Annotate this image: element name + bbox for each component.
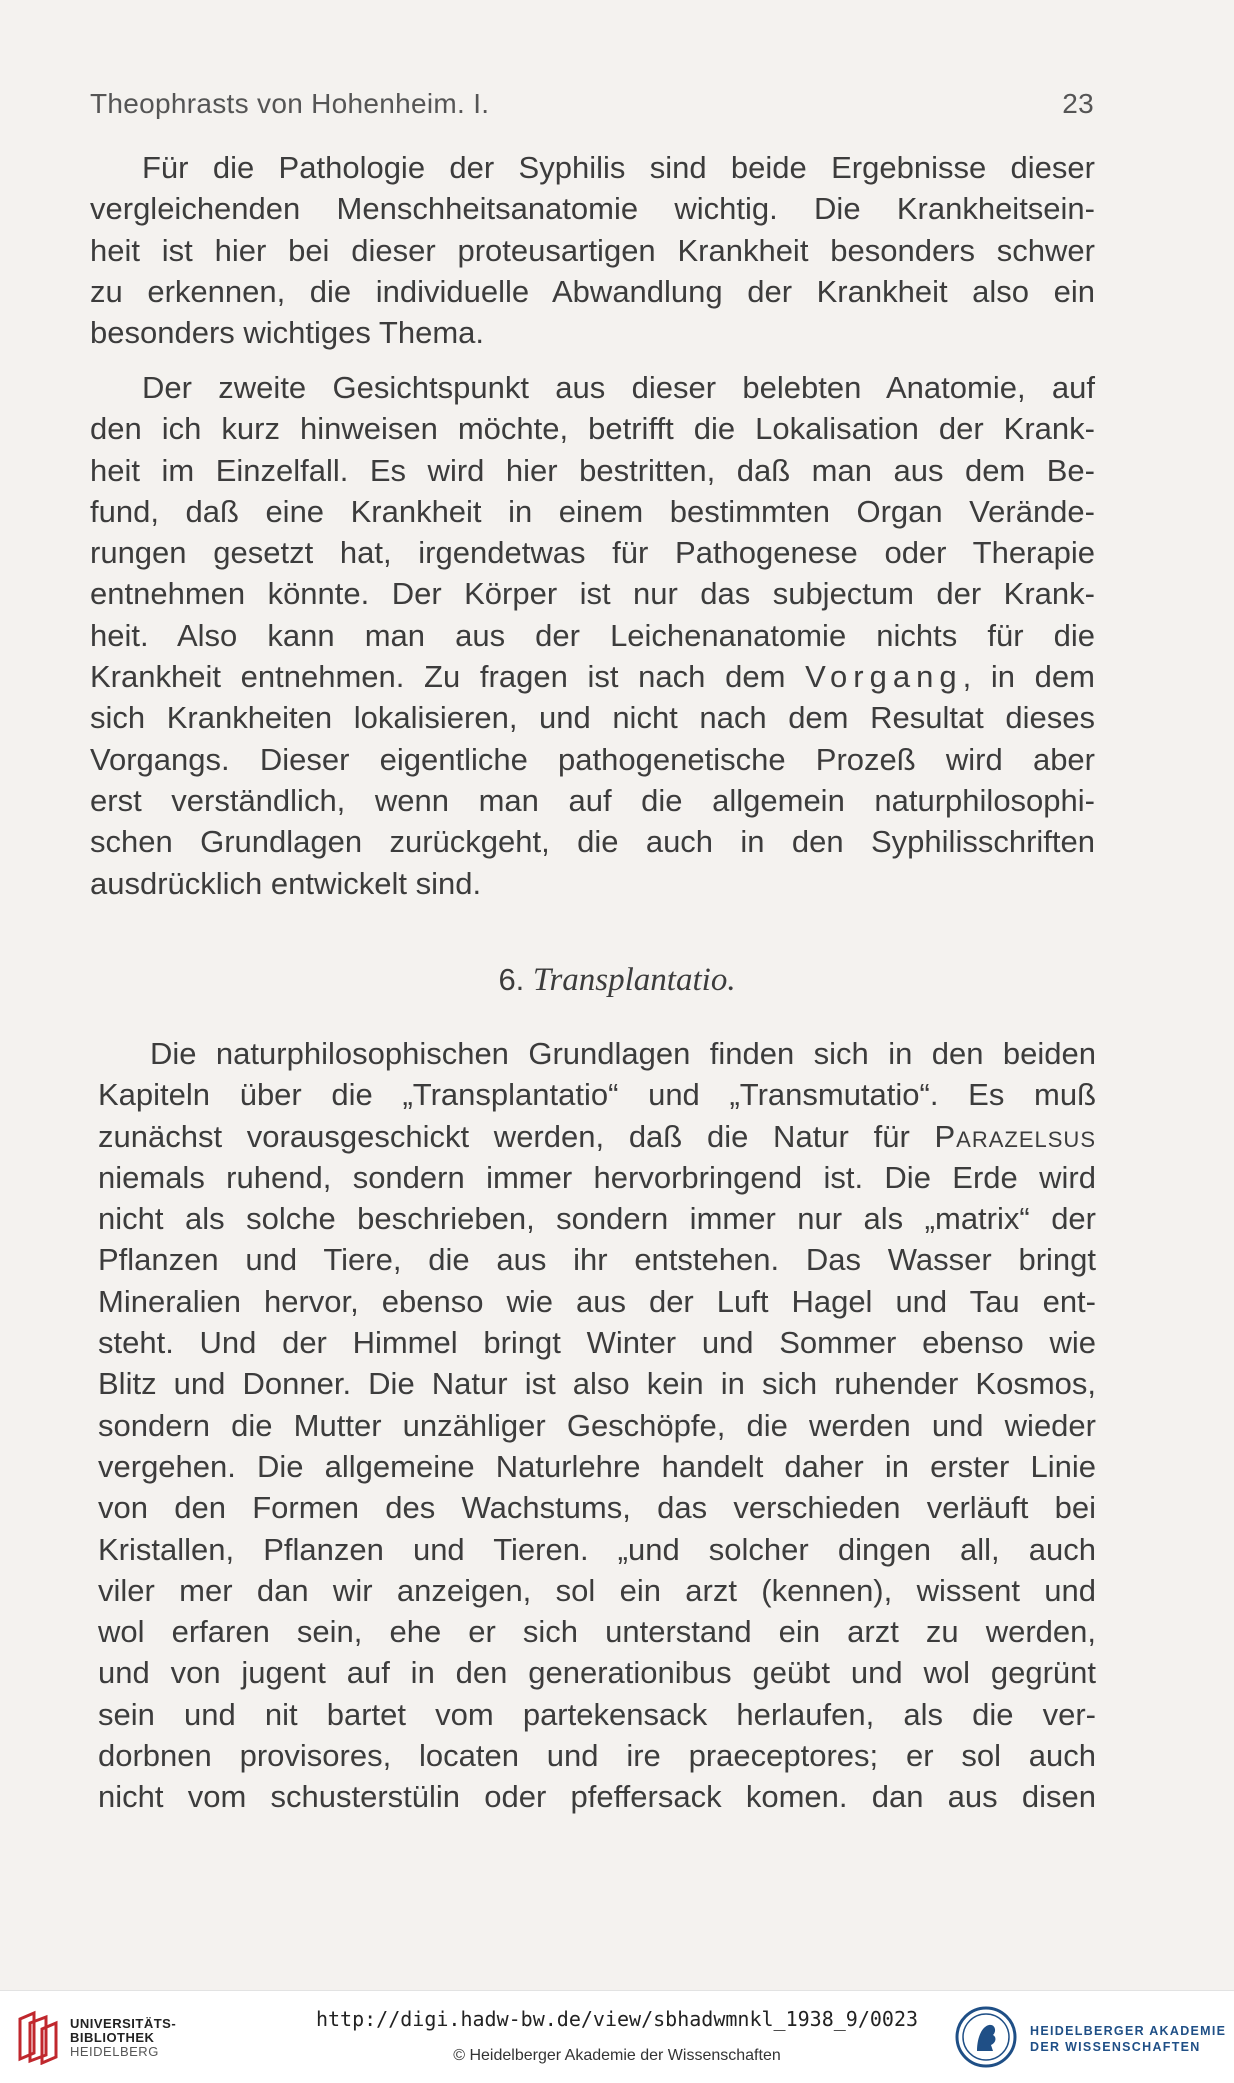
page-number: 23 <box>1062 88 1094 119</box>
text-line: schen Grundlagen zurückgeht, die auch in den Syphilisschriften <box>90 824 1095 860</box>
text-line: sondern die Mutter unzähliger Geschöpfe, die werden und wieder <box>98 1407 1096 1443</box>
text-line: entnehmen könnte. Der Körper ist nur das subjectum der Krank- <box>90 576 1095 612</box>
text-line: niemals ruhend, sondern immer hervorbringend ist. Die Erde wird <box>98 1159 1096 1195</box>
text-line: wol erfaren sein, ehe er sich unterstand ein arzt zu werden, <box>98 1614 1096 1650</box>
text-line: heit ist hier bei dieser proteusartigen Krankheit besonders schwer <box>90 232 1095 268</box>
author-name: Parazelsus <box>934 1118 1096 1154</box>
text-line: Der zweite Gesichtspunkt aus dieser belebten Anatomie, auf <box>142 370 1095 405</box>
text-line: erst verständlich, wenn man auf die allgemein naturphilosophi- <box>90 782 1095 818</box>
text-line: vergleichenden Menschheitsanatomie wichtig. Die Krankheitsein- <box>90 191 1095 227</box>
text-line: nicht als solche beschrieben, sondern immer nur als „matrix“ der <box>98 1201 1096 1237</box>
text-line: heit im Einzelfall. Es wird hier bestritten, daß man aus dem Be- <box>90 452 1095 488</box>
text-line: fund, daß eine Krankheit in einem bestimmten Organ Verände- <box>90 493 1095 529</box>
text-line: sein und nit bartet vom partekensack herlaufen, als die ver- <box>98 1696 1096 1732</box>
text-line: ausdrücklich entwickelt sind. <box>90 865 482 901</box>
text-line: Pflanzen und Tiere, die aus ihr entstehen. Das Wasser bringt <box>98 1242 1096 1278</box>
text-run: , in dem <box>962 659 1095 695</box>
text-line: sich Krankheiten lokalisieren, und nicht nach dem Resultat dieses <box>90 700 1095 736</box>
text-run: zunächst vorausgeschickt werden, daß die Natur für <box>98 1118 935 1154</box>
text-line: dorbnen provisores, locaten und ire praeceptores; er sol auch <box>98 1738 1096 1774</box>
section-number: 6. <box>498 962 525 997</box>
academy-line: HEIDELBERGER AKADEMIE <box>1030 2024 1227 2038</box>
section-heading <box>0 962 1234 999</box>
library-line: BIBLIOTHEK <box>70 2030 155 2045</box>
spaced-emphasis: Vorgang <box>805 659 963 695</box>
text-line: besonders wichtiges Thema. <box>90 315 485 351</box>
copyright-notice: © Heidelberger Akademie der Wissenschaften <box>453 2047 781 2064</box>
paragraph-syphilis-pathology <box>90 147 1095 353</box>
text-line: Mineralien hervor, ebenso wie aus der Luft Hagel und Tau ent- <box>98 1283 1096 1319</box>
text-line: Die naturphilosophischen Grundlagen finden sich in den beiden <box>150 1036 1096 1071</box>
text-line <box>98 1116 1096 1157</box>
text-line: Blitz und Donner. Die Natur ist also kein in sich ruhender Kosmos, <box>98 1366 1096 1402</box>
text-line: rungen gesetzt hat, irgendetwas für Pathogenese oder Therapie <box>90 535 1095 571</box>
text-line: zu erkennen, die individuelle Abwandlung der Krankheit also ein <box>90 273 1095 309</box>
text-line: nicht vom schusterstülin oder pfeffersack komen. dan aus disen <box>98 1779 1096 1815</box>
text-line: Für die Pathologie der Syphilis sind beide Ergebnisse dieser <box>142 150 1095 185</box>
library-line: UNIVERSITÄTS- <box>70 2016 177 2031</box>
academy-name <box>1030 2023 1226 2055</box>
paragraph-localisation <box>90 367 1095 904</box>
text-line: steht. Und der Himmel bringt Winter und Sommer ebenso wie <box>98 1325 1096 1361</box>
text-line: und von jugent auf in den generationibus geübt und wol gegrünt <box>98 1655 1096 1691</box>
section-title: Transplantatio. <box>532 962 736 998</box>
text-line: viler mer dan wir anzeigen, sol ein arzt (kennen), wissent und <box>98 1572 1096 1608</box>
running-title: Theophrasts von Hohenheim. I. <box>90 88 490 119</box>
text-line: von den Formen des Wachstums, das verschieden verläuft bei <box>98 1490 1096 1526</box>
digitization-footer <box>0 1990 1234 2083</box>
text-line <box>90 656 1095 697</box>
academy-line: DER WISSENSCHAFTEN <box>1030 2040 1201 2054</box>
text-line: den ich kurz hinweisen möchte, betrifft die Lokalisation der Krank- <box>90 411 1095 447</box>
text-line: vergehen. Die allgemeine Naturlehre handelt daher in erster Linie <box>98 1448 1096 1484</box>
text-line: Kristallen, Pflanzen und Tieren. „und solcher dingen all, auch <box>98 1531 1096 1567</box>
text-line: heit. Also kann man aus der Leichenanatomie nichts für die <box>90 617 1095 653</box>
text-run: Krankheit entnehmen. Zu fragen ist nach dem <box>90 659 806 695</box>
text-line: Vorgangs. Dieser eigentliche pathogenetische Prozeß wird aber <box>90 741 1095 777</box>
library-line: HEIDELBERG <box>70 2044 159 2059</box>
paragraph-natural-philosophy <box>98 1033 1096 1818</box>
running-header <box>90 88 1094 120</box>
text-line: Kapiteln über die „Transplantatio“ und „Transmutatio“. Es muß <box>98 1077 1096 1113</box>
permalink-url[interactable]: http://digi.hadw-bw.de/view/sbhadwmnkl_1938_9/0023 <box>315 2007 919 2031</box>
academy-seal-icon <box>955 2005 1017 2069</box>
